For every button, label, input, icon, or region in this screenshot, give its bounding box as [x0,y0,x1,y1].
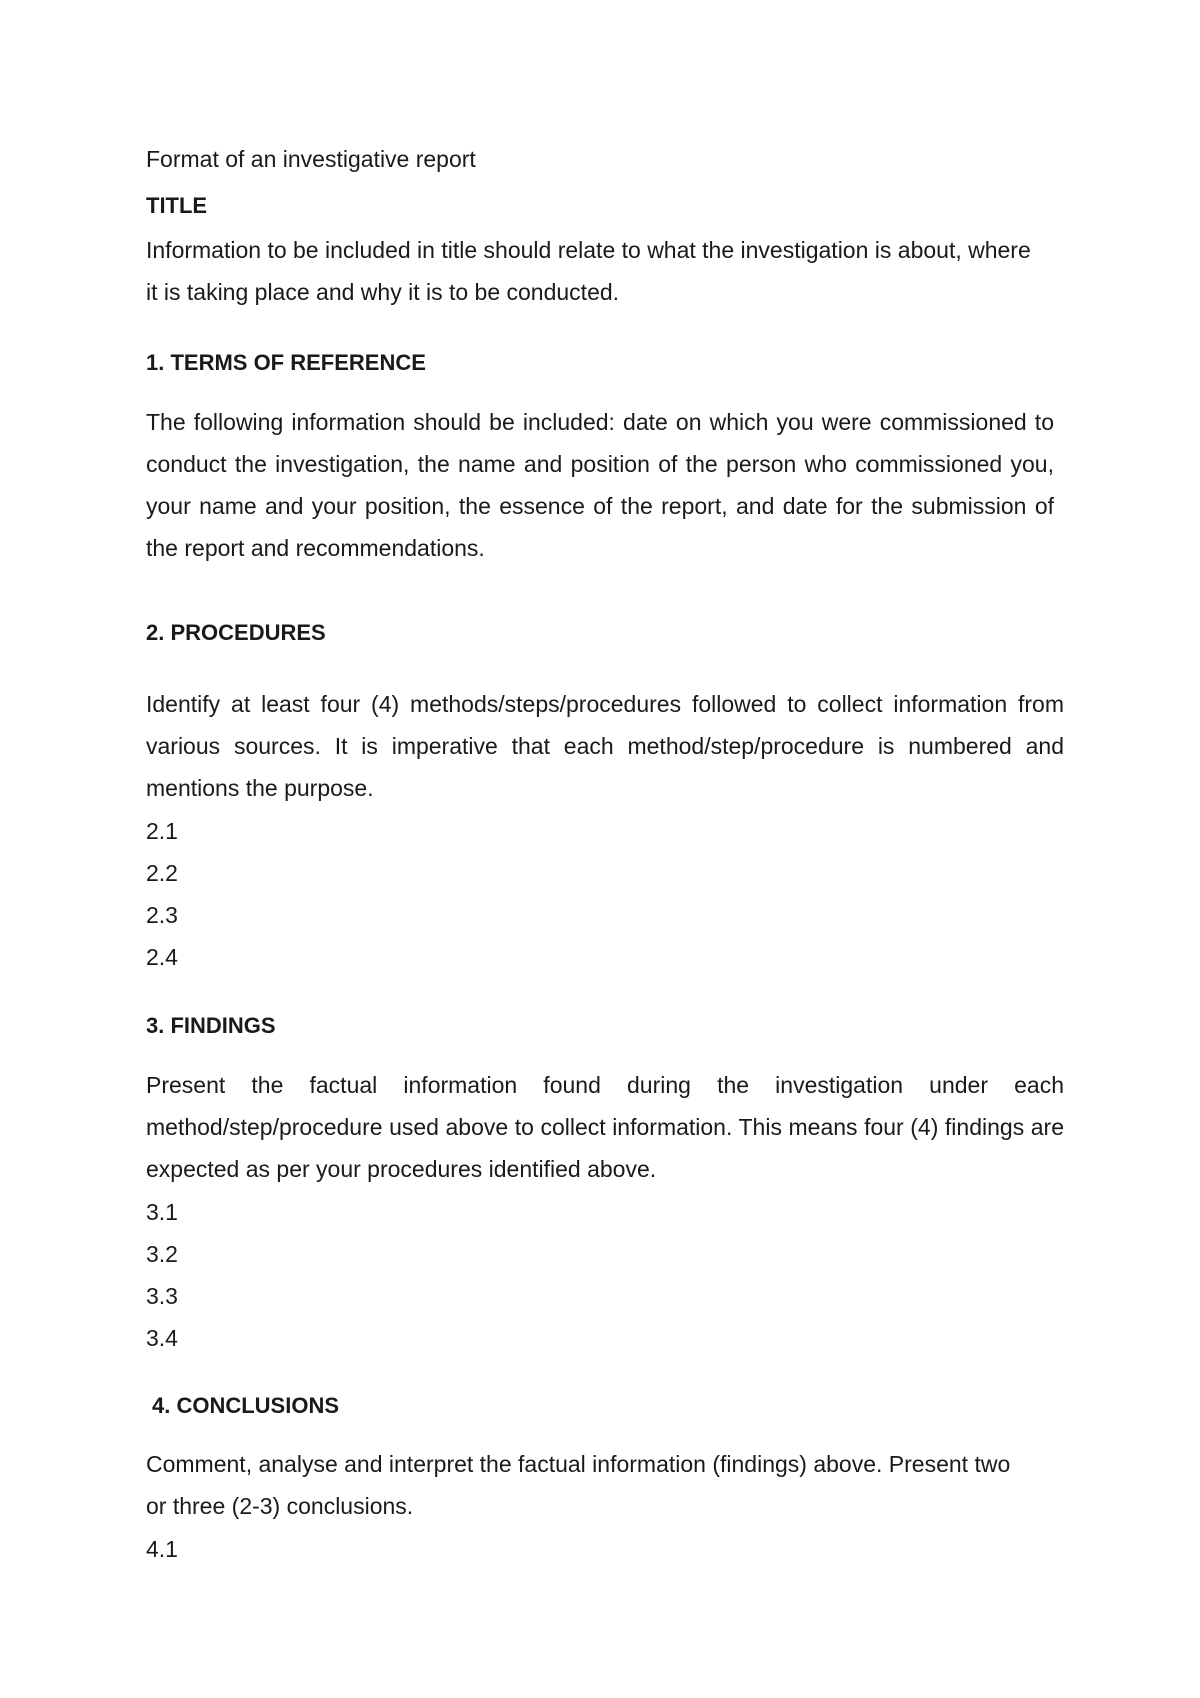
terms-of-reference-body: The following information should be included: date on which you were commissioned to conduct the investigation, the name and position of the person who commissioned you, your name and your position, the essence of the report, and date for the submission of the report and recommendations. [146,409,1054,561]
finding-item: 3.1 [146,1199,178,1225]
findings-heading: 3. FINDINGS [146,1013,276,1038]
conclusions-body: Comment, analyse and interpret the factual information (findings) above. Present two or three (2-3) conclusions. [146,1451,1011,1519]
title-section-body: Information to be included in title should relate to what the investigation is about, where it is taking place and why it is to be conducted. [146,237,1031,305]
finding-item: 3.4 [146,1325,178,1351]
procedure-item: 2.2 [146,860,178,886]
procedure-item: 2.1 [146,818,178,844]
finding-item: 3.2 [146,1241,178,1267]
title-section-heading: TITLE [146,193,208,218]
conclusion-item: 4.1 [146,1536,178,1562]
finding-item: 3.3 [146,1283,178,1309]
procedure-item: 2.3 [146,902,178,928]
document-title: Format of an investigative report [146,146,476,172]
terms-of-reference-heading: 1. TERMS OF REFERENCE [146,350,426,375]
procedure-item: 2.4 [146,944,178,970]
conclusions-heading: 4. CONCLUSIONS [152,1393,340,1418]
findings-body: Present the factual information found during the investigation under each method/step/procedure used above to collect information. This means four (4) findings are expected as per your procedures identified above. [146,1072,1064,1182]
procedures-heading: 2. PROCEDURES [146,620,326,645]
procedures-body: Identify at least four (4) methods/steps/procedures followed to collect information from various sources. It is imperative that each method/step/procedure is numbered and mentions the purpose. [146,691,1064,801]
